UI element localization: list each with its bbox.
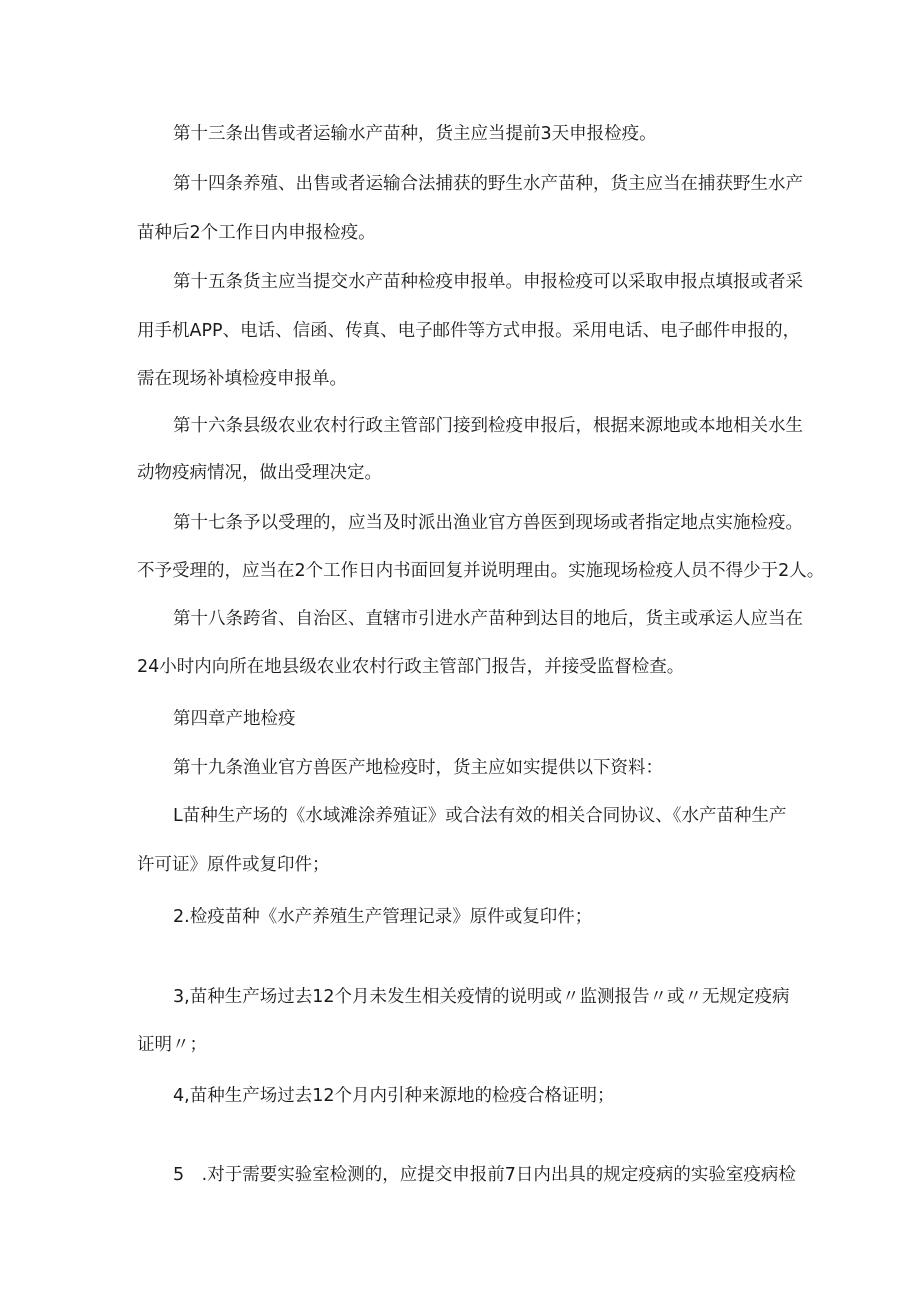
item-1-line-2: 许可证》原件或复印件； [137,855,330,875]
article-13: 第十三条出售或者运输水产苗种，货主应当提前3天申报检疫。 [173,124,657,144]
item-3-line-1: 3,苗种生产场过去12个月未发生相关疫情的说明或〃监测报告〃或〃无规定疫病 [173,987,790,1007]
article-16-line-1: 第十六条县级农业农村行政主管部门接到检疫申报后，根据来源地或本地相关水生 [173,416,803,436]
article-18-line-1: 第十八条跨省、自治区、直辖市引进水产苗种到达目的地后，货主或承运人应当在 [173,609,803,629]
article-15-line-2: 用手机APP、电话、信函、传真、电子邮件等方式申报。采用电话、电子邮件申报的， [137,321,801,341]
item-1-line-1: L苗种生产场的《水域滩涂养殖证》或合法有效的相关合同协议、《水产苗种生产 [173,806,787,826]
item-2: 2.检疫苗种《水产养殖生产管理记录》原件或复印件； [173,907,593,927]
article-16-line-2: 动物疫病情况，做出受理决定。 [137,463,382,483]
article-17-line-1: 第十七条予以受理的，应当及时派出渔业官方兽医到现场或者指定地点实施检疫。 [173,513,803,533]
article-18-line-2: 24小时内向所在地县级农业农村行政主管部门报告，并接受监督检查。 [137,657,685,677]
chapter-heading: 第四章产地检疫 [173,709,296,729]
article-19: 第十九条渔业官方兽医产地检疫时，货主应如实提供以下资料： [173,758,663,778]
article-15-line-3: 需在现场补填检疫申报单。 [137,369,347,389]
article-17-line-2: 不予受理的，应当在2个工作日内书面回复并说明理由。实施现场检疫人员不得少于2人。 [137,561,825,581]
article-14-line-1: 第十四条养殖、出售或者运输合法捕获的野生水产苗种，货主应当在捕获野生水产 [173,174,803,194]
item-3-line-2: 证明〃； [137,1035,207,1055]
article-14-line-2: 苗种后2个工作日内申报检疫。 [137,223,376,243]
article-15-line-1: 第十五条货主应当提交水产苗种检疫申报单。申报检疫可以采取申报点填报或者采 [173,272,803,292]
item-4: 4,苗种生产场过去12个月内引种来源地的检疫合格证明； [173,1086,615,1106]
item-5-line-1: 5 .对于需要实验室检测的，应提交申报前7日内出具的规定疫病的实验室疫病检 [173,1165,796,1185]
